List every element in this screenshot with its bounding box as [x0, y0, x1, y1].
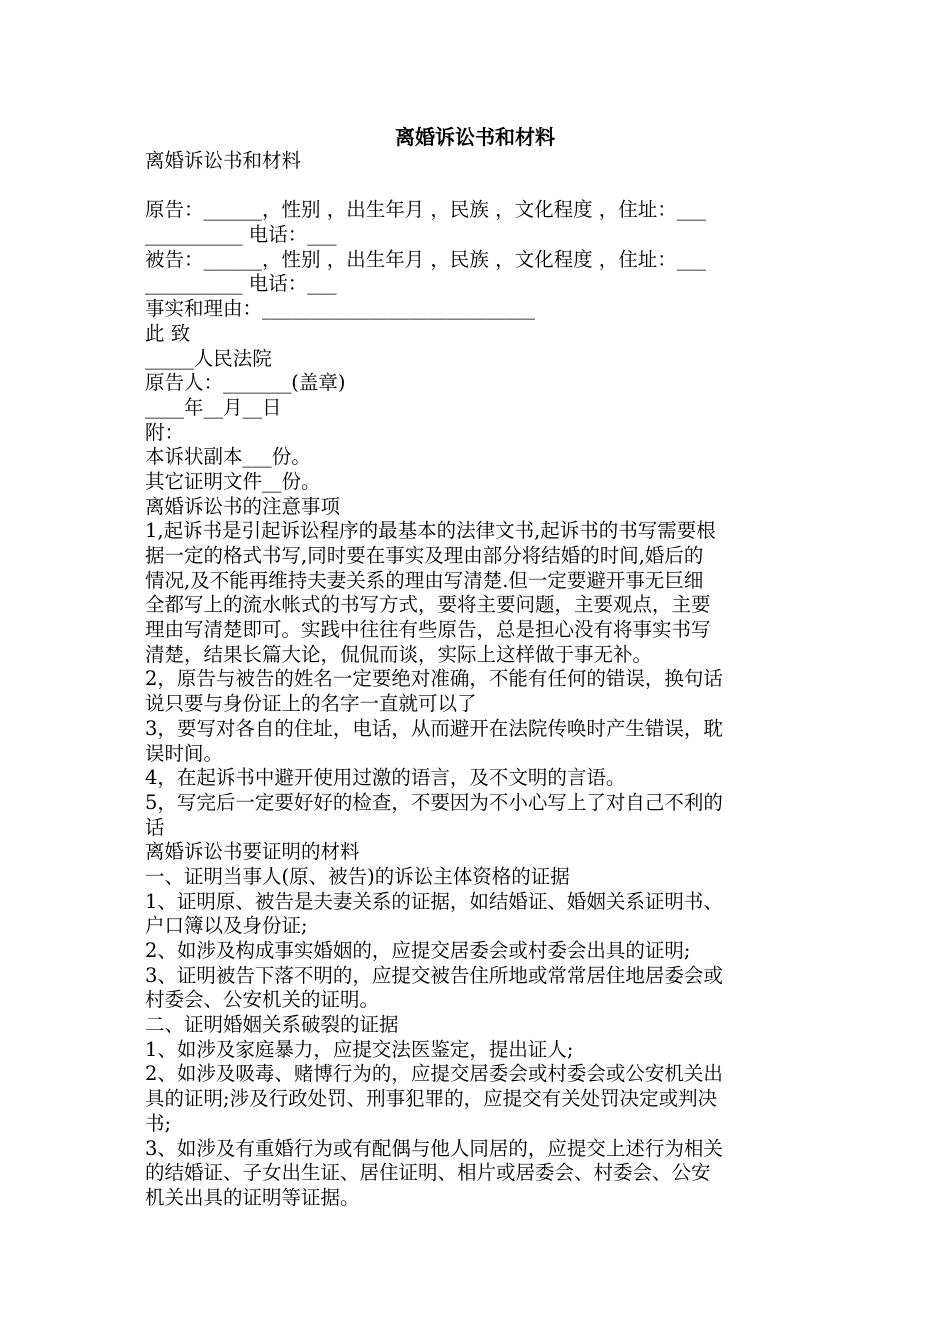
text-line: 情况,及不能再维持夫妻关系的理由写清楚.但一定要避开事无巨细 [145, 568, 704, 592]
text-line: 原告人：_______(盖章) [145, 371, 346, 395]
blank-line [145, 174, 807, 199]
text-line: 2、如涉及吸毒、赌博行为的，应提交居委会或村委会或公安机关出 [145, 1062, 723, 1086]
text-line: 其它证明文件__份。 [145, 469, 321, 493]
text-line: 据一定的格式书写,同时要在事实及理由部分将结婚的时间,婚后的 [145, 544, 704, 567]
text-line: 事实和理由：____________________________ [145, 297, 536, 321]
text-line: 二、证明婚姻关系破裂的证据 [145, 1013, 399, 1037]
text-line: 村委会、公安机关的证明。 [145, 988, 380, 1012]
document-title: 离婚诉讼书和材料 [395, 125, 555, 149]
text-line: ____年__月__日 [145, 395, 282, 419]
text-line: 1、如涉及家庭暴力，应提交法医鉴定，提出证人; [145, 1037, 574, 1061]
text-line: 3、证明被告下落不明的，应提交被告住所地或常常居住地居委会或 [145, 963, 723, 987]
document-body [145, 149, 807, 1211]
text-line: 的结婚证、子女出生证、居住证明、相片或居委会、村委会、公安 [145, 1161, 711, 1185]
text-line: 本诉状副本___份。 [145, 445, 311, 469]
text-line: 1,起诉书是引起诉讼程序的最基本的法律文书,起诉书的书写需要根 [145, 519, 716, 543]
text-line: 离婚诉讼书要证明的材料 [145, 840, 360, 864]
text-line: 理由写清楚即可。实践中往往有些原告，总是担心没有将事实书写 [145, 618, 711, 642]
text-line: 离婚诉讼书和材料 [145, 149, 302, 172]
text-line: 3、如涉及有重婚行为或有配偶与他人同居的，应提交上述行为相关 [145, 1136, 723, 1160]
text-line: 全都写上的流水帐式的书写方式，要将主要问题，主要观点，主要 [145, 593, 711, 617]
text-line: 话 [145, 815, 165, 839]
text-line: 附： [145, 420, 185, 444]
text-line: 清楚，结果长篇大论，侃侃而谈，实际上这样做于事无补。 [145, 642, 653, 666]
text-line: 5，写完后一定要好好的检查，不要因为不小心写上了对自己不利的 [145, 790, 723, 814]
text-line: 说只要与身份证上的名字一直就可以了 [145, 692, 477, 716]
text-line: __________ 电话：___ [145, 272, 337, 296]
text-line: 被告：______，性别 ，出生年月 ，民族 ，文化程度 ，住址：___ [145, 247, 707, 271]
text-line: 原告：______，性别 ，出生年月 ，民族 ，文化程度 ，住址：___ [145, 198, 707, 222]
text-line: 误时间。 [145, 741, 224, 765]
text-line: 1、证明原、被告是夫妻关系的证据，如结婚证、婚姻关系证明书、 [145, 889, 723, 913]
text-line: 4，在起诉书中避开使用过激的语言，及不文明的言语。 [145, 766, 626, 790]
text-line: 3，要写对各自的住址，电话，从而避开在法院传唤时产生错误，耽 [145, 716, 723, 740]
text-line: 户口簿以及身份证; [145, 914, 308, 938]
text-line: 离婚诉讼书的注意事项 [145, 494, 341, 518]
text-line: _____人民法院 [145, 346, 272, 370]
text-line: 一、证明当事人(原、被告)的诉讼主体资格的证据 [145, 864, 570, 888]
text-line: 书; [145, 1111, 172, 1135]
text-line: __________ 电话：___ [145, 223, 337, 247]
text-line: 2，原告与被告的姓名一定要绝对准确，不能有任何的错误，换句话 [145, 667, 723, 691]
text-line: 此 致 [145, 321, 191, 345]
text-line: 具的证明;涉及行政处罚、刑事犯罪的，应提交有关处罚决定或判决 [145, 1087, 718, 1111]
text-line: 2、如涉及构成事实婚姻的，应提交居委会或村委会出具的证明; [145, 939, 691, 962]
text-line: 机关出具的证明等证据。 [145, 1185, 360, 1209]
